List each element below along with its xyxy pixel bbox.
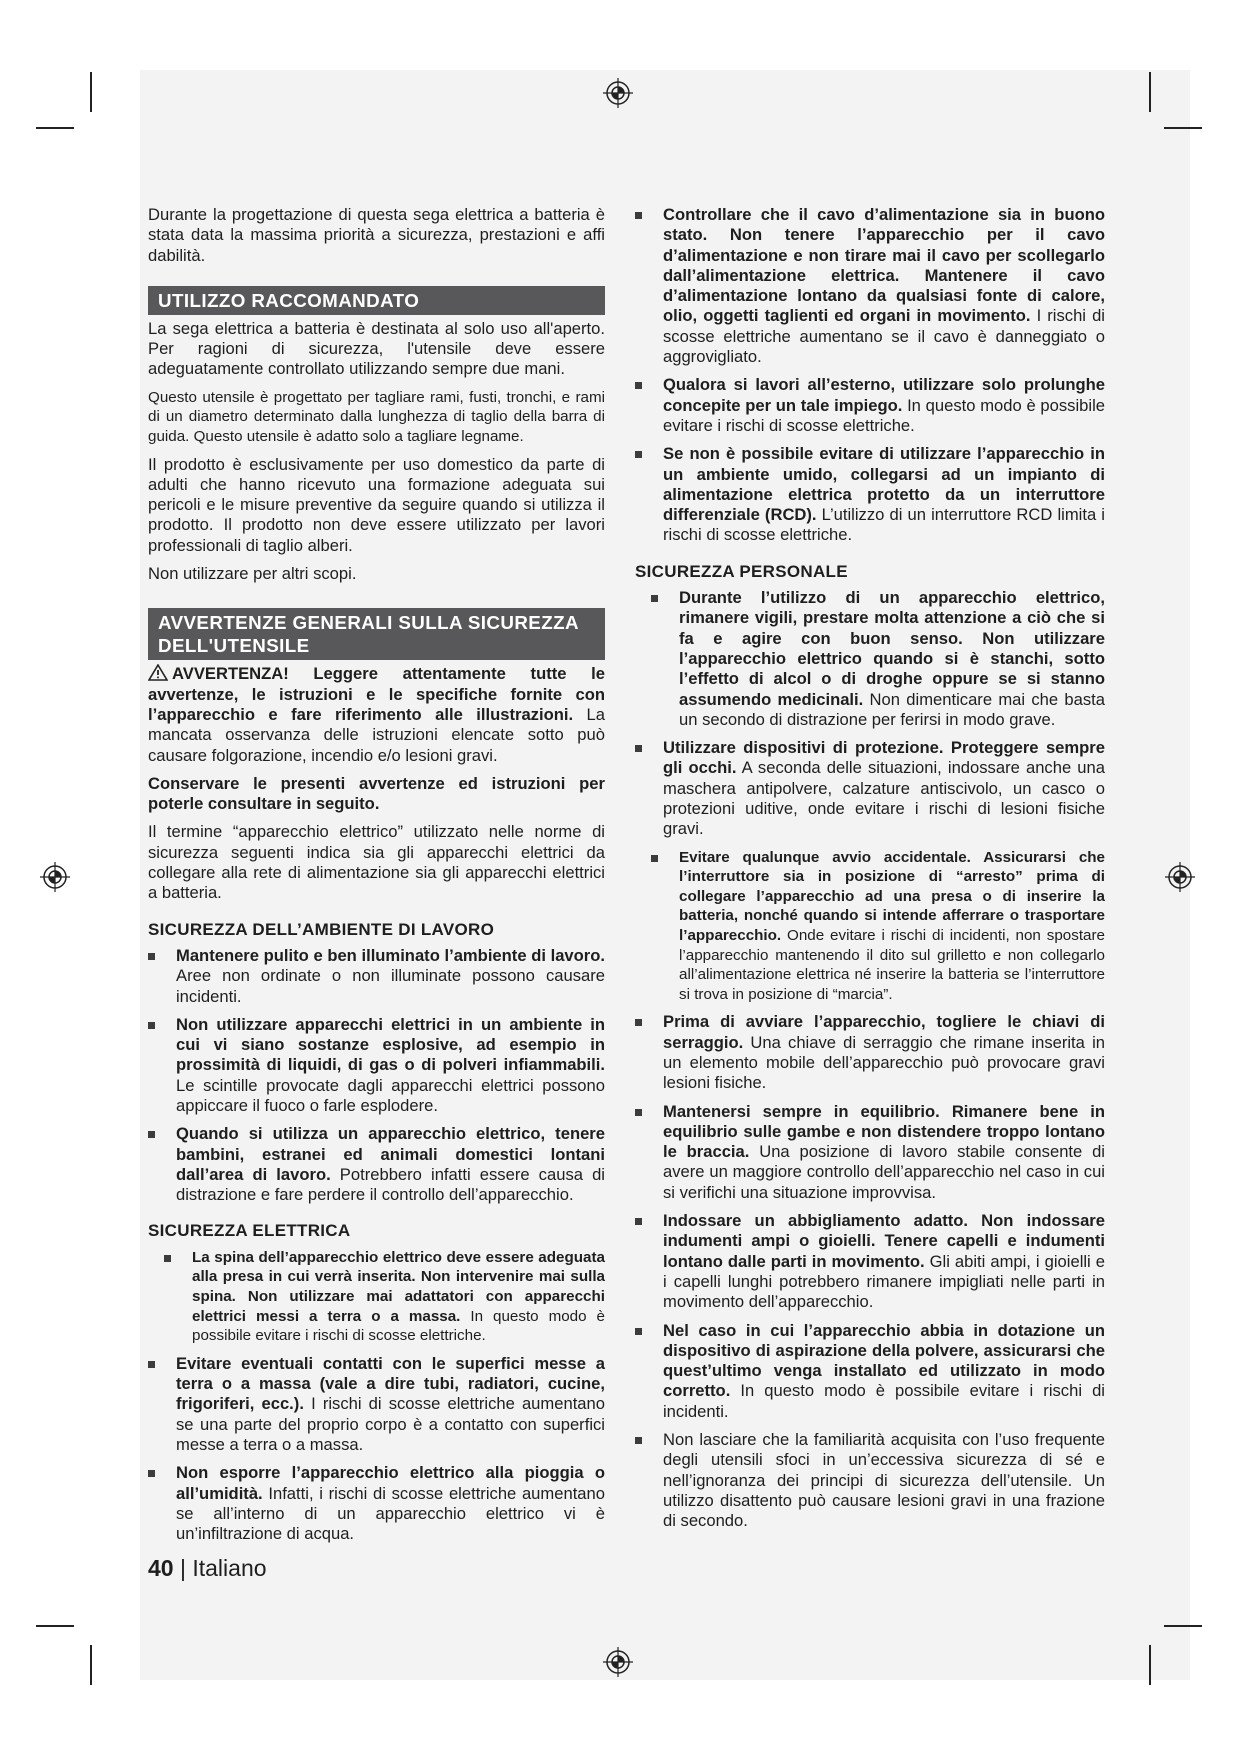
list-item	[635, 1321, 1105, 1422]
bullet-icon	[148, 1470, 155, 1477]
item-text: L’utilizzo di un interruttore RCD limita i rischi di scosse elettriche.	[663, 505, 1105, 545]
page-footer	[148, 1555, 267, 1582]
list-item	[148, 1124, 605, 1205]
list-item	[148, 1354, 605, 1455]
item-bold: Evitare qualunque avvio accidentale. Assicurarsi che l’interruttore sia in posizione di “arresto” prima di collegare l’apparecchio ad una presa o di inserire la batteria, nonché quando si intende afferrare o trasportare l’apparecchio.	[679, 848, 1105, 944]
keep-instructions-text: Conservare le presenti avvertenze ed istruzioni per poterle consultare in seguito.	[148, 773, 605, 814]
paragraph: Questo utensile è progettato per tagliare rami, fusti, tronchi, e rami di un diametro determinato dalla lunghezza di taglio della barra di guida. Questo utensile è adatto solo a tagliare legname.	[148, 388, 605, 445]
paragraph: Il prodotto è esclusivamente per uso domestico da parte di adulti che hanno ricevuto una formazione adeguata sui pericoli e le misure preventive da seguire quando si utilizza il prodotto. Il prodotto non deve essere utilizzato per lavori professionali di taglio alberi.	[148, 454, 605, 555]
item-bold: Quando si utilizza un apparecchio elettrico, tenere bambini, estranei ed animali domestici lontani dall’area di lavoro.	[176, 1124, 605, 1184]
bullet-icon	[635, 1019, 642, 1026]
item-text: Non dimenticare mai che basta un secondo di distrazione per ferirsi in modo grave.	[679, 689, 1105, 729]
item-text: I rischi di scosse elettriche aumentano se una parte del proprio corpo è a contatto con superfici messe a terra o a massa.	[176, 1394, 605, 1454]
list-item	[635, 848, 1105, 1005]
item-text: In questo modo è possibile evitare i rischi di scosse elettriche.	[663, 395, 1105, 435]
item-text: In questo modo è possibile evitare i rischi di incidenti.	[663, 1381, 1105, 1421]
paragraph: Non utilizzare per altri scopi.	[148, 564, 357, 584]
warning-text: La mancata osservanza delle istruzioni elencate sotto può causare folgorazione, incendio e/o lesioni gravi.	[148, 704, 605, 765]
item-bold: Mantenere pulito e ben illuminato l’ambiente di lavoro.	[176, 945, 605, 965]
list-item	[635, 1012, 1105, 1093]
intro-paragraph: Durante la progettazione di questa sega elettrica a batteria è stata data la massima priorità a sicurezza, prestazioni e affi dabilità.	[148, 205, 605, 265]
bullet-icon	[635, 212, 642, 219]
item-bold: Utilizzare dispositivi di protezione. Proteggere sempre gli occhi.	[663, 738, 1105, 778]
item-text: Potrebbero infatti essere causa di distrazione e fare perdere il controllo dell’apparecchio.	[176, 1164, 605, 1205]
bullet-icon	[148, 1131, 155, 1138]
registration-mark-icon	[603, 1647, 633, 1677]
bullet-icon	[635, 1218, 642, 1225]
crop-mark	[1149, 72, 1151, 112]
subheading-electrical-safety: SICUREZZA ELETTRICA	[148, 1221, 351, 1241]
crop-mark	[36, 1625, 74, 1627]
list-item	[635, 444, 1105, 545]
bullet-icon	[635, 1109, 642, 1116]
bullet-icon	[635, 382, 642, 389]
list-item	[635, 375, 1105, 436]
paragraph: La sega elettrica a batteria è destinata al solo uso all'aperto. Per ragioni di sicurezza, l'utensile deve essere adeguatamente controllato utilizzando sempre due mani.	[148, 318, 605, 379]
item-text: A seconda delle situazioni, indossare anche una maschera antipolvere, calzature antiscivolo, un casco o protezioni uditive, onde evitare i rischi di lesioni fisiche gravi.	[663, 758, 1105, 839]
crop-mark	[1164, 127, 1202, 129]
bullet-icon	[148, 953, 155, 960]
crop-mark	[1164, 1625, 1202, 1627]
left-column	[148, 205, 605, 1552]
item-text: Infatti, i rischi di scosse elettriche aumentano se all’interno di un apparecchio elettrico vi è un’infiltrazione di acqua.	[176, 1483, 605, 1544]
warning-paragraph	[148, 664, 605, 765]
list-item	[148, 1015, 605, 1116]
item-text: I rischi di scosse elettriche aumentano se il cavo è danneggiato o aggrovigliato.	[663, 306, 1105, 367]
electrical-safety-list-continued	[635, 205, 1105, 546]
work-safety-list	[148, 946, 605, 1206]
subheading-work-area-safety: SICUREZZA DELL’AMBIENTE DI LAVORO	[148, 919, 495, 939]
item-bold: Non utilizzare apparecchi elettrici in un ambiente in cui vi siano sostanze esplosive, ad esempio in prossimità di liquidi, di gas o di polveri infiammabili.	[176, 1014, 605, 1075]
electrical-safety-list	[148, 1248, 605, 1545]
footer-language: Italiano	[192, 1555, 267, 1581]
list-item	[148, 1248, 605, 1346]
bullet-icon	[635, 451, 642, 458]
paragraph: Il termine “apparecchio elettrico” utilizzato nelle norme di sicurezza seguenti indica sia gli apparecchi elettrici da collegare alla rete di alimentazione sia gli apparecchi elettrici a batteria.	[148, 822, 605, 903]
crop-mark	[90, 1645, 92, 1685]
item-text: Onde evitare i rischi di incidenti, non spostare l’apparecchio mantenendo il dito sul grilletto e non collegarlo all’alimentazione elettrica né inserire la batteria se l’interruttore si trova in posizione di “marcia”.	[679, 926, 1105, 1003]
item-text: Una posizione di lavoro stabile consente di avere un maggiore controllo dell’apparecchio nel caso in cui si verifichi una situazione improvvisa.	[663, 1142, 1105, 1202]
bullet-icon	[651, 855, 658, 862]
crop-mark	[1149, 1645, 1151, 1685]
crop-mark	[90, 72, 92, 112]
list-item	[148, 946, 605, 1007]
item-text: In questo modo è possibile evitare i rischi di scosse elettriche.	[192, 1307, 605, 1345]
list-item	[635, 1211, 1105, 1312]
section-heading-recommended-use: UTILIZZO RACCOMANDATO	[148, 286, 605, 315]
heading-line: AVVERTENZE GENERALI SULLA SICUREZZA	[158, 612, 579, 634]
item-text: Non lasciare che la familiarità acquisita con l’uso frequente degli utensili sfoci in un’eccessiva sicurezza di sé e nell’ignoranza dei principi di sicurezza dell’utensile. Un utilizzo disattento può causare lesioni gravi in una frazione di secondo.	[663, 1430, 1105, 1531]
item-text: Le scintille provocate dagli apparecchi elettrici possono appiccare il fuoco o farle esplodere.	[176, 1075, 605, 1115]
registration-mark-icon	[40, 862, 70, 892]
page-number: 40	[148, 1555, 174, 1581]
list-item	[635, 1430, 1105, 1531]
item-text: Una chiave di serraggio che rimane inserita in un elemento mobile dell’apparecchio può provocare gravi lesioni fisiche.	[663, 1032, 1105, 1093]
item-bold: Indossare un abbigliamento adatto. Non indossare indumenti ampi o gioielli. Tenere capelli e indumenti lontano dalle parti in movimento.	[663, 1211, 1105, 1271]
item-bold: La spina dell’apparecchio elettrico deve essere adeguata alla presa in cui verrà inserita. Non intervenire mai sulla spina. Non utilizzare mai adattatori con apparecchi elettrici messi a terra o a massa.	[192, 1248, 605, 1325]
bullet-icon	[635, 745, 642, 752]
bullet-icon	[148, 1361, 155, 1368]
crop-mark	[36, 127, 74, 129]
item-bold: Durante l’utilizzo di un apparecchio elettrico, rimanere vigili, prestare molta attenzione a ciò che si fa e agire con buon senso. Non utilizzare l’apparecchio elettrico quando si è stanchi, sotto l’effetto di alcol o di droghe oppure se si stanno assumendo medicinali.	[679, 588, 1105, 709]
right-column	[635, 205, 1105, 1539]
list-item	[635, 738, 1105, 839]
registration-mark-icon	[603, 78, 633, 108]
list-item	[635, 1102, 1105, 1203]
warning-triangle-icon	[148, 664, 168, 681]
bullet-icon	[164, 1255, 171, 1262]
personal-safety-list	[635, 588, 1105, 1531]
list-item	[635, 588, 1105, 730]
warning-bold: AVVERTENZA! Leggere attentamente tutte le avvertenze, le istruzioni e le specifiche fornite con l’apparecchio e fare riferimento alle illustrazioni.	[148, 664, 605, 724]
item-bold: Se non è possibile evitare di utilizzare l’apparecchio in un ambiente umido, collegarsi ad un impianto di alimentazione elettrica protetto da un interruttore differenziale (RCD).	[663, 444, 1105, 525]
registration-mark-icon	[1165, 862, 1195, 892]
bullet-icon	[651, 595, 658, 602]
subheading-personal-safety: SICUREZZA PERSONALE	[635, 561, 848, 581]
footer-separator: |	[173, 1555, 193, 1581]
heading-line: DELL'UTENSILE	[158, 635, 310, 657]
item-bold: Evitare eventuali contatti con le superfici messe a terra o a massa (vale a dire tubi, radiatori, cucine, frigoriferi, ecc.).	[176, 1353, 605, 1414]
section-heading-general-warnings	[148, 608, 605, 660]
bullet-icon	[635, 1328, 642, 1335]
item-bold: Mantenersi sempre in equilibrio. Rimanere bene in equilibrio sulle gambe e non distendere troppo lontano le braccia.	[663, 1101, 1105, 1162]
list-item	[148, 1463, 605, 1544]
item-bold: Nel caso in cui l’apparecchio abbia in dotazione un dispositivo di aspirazione della polvere, assicurarsi che quest’ultimo venga installato ed utilizzato in modo corretto.	[663, 1320, 1105, 1401]
item-bold: Non esporre l’apparecchio elettrico alla pioggia o all’umidità.	[176, 1463, 605, 1503]
item-bold: Qualora si lavori all’esterno, utilizzare solo prolunghe concepite per un tale impiego.	[663, 375, 1105, 415]
item-text: Aree non ordinate o non illuminate possono causare incidenti.	[176, 966, 605, 1006]
list-item	[635, 205, 1105, 367]
bullet-icon	[148, 1022, 155, 1029]
bullet-icon	[635, 1437, 642, 1444]
keep-instructions	[148, 774, 605, 815]
item-bold: Prima di avviare l’apparecchio, togliere le chiavi di serraggio.	[663, 1012, 1105, 1052]
item-bold: Controllare che il cavo d’alimentazione sia in buono stato. Non tenere l’apparecchio per il cavo d’alimentazione e non tirare mai il cavo per scollegarlo dall’alimentazione elettrica. Mantenere il cavo d’alimentazione lontano da qualsiasi fonte di calore, olio, oggetti taglienti ed organi in movimento.	[663, 205, 1105, 326]
item-text: Gli abiti ampi, i gioielli e i capelli lunghi potrebbero rimanere impigliati nelle parti in movimento dell’apparecchio.	[663, 1251, 1105, 1312]
